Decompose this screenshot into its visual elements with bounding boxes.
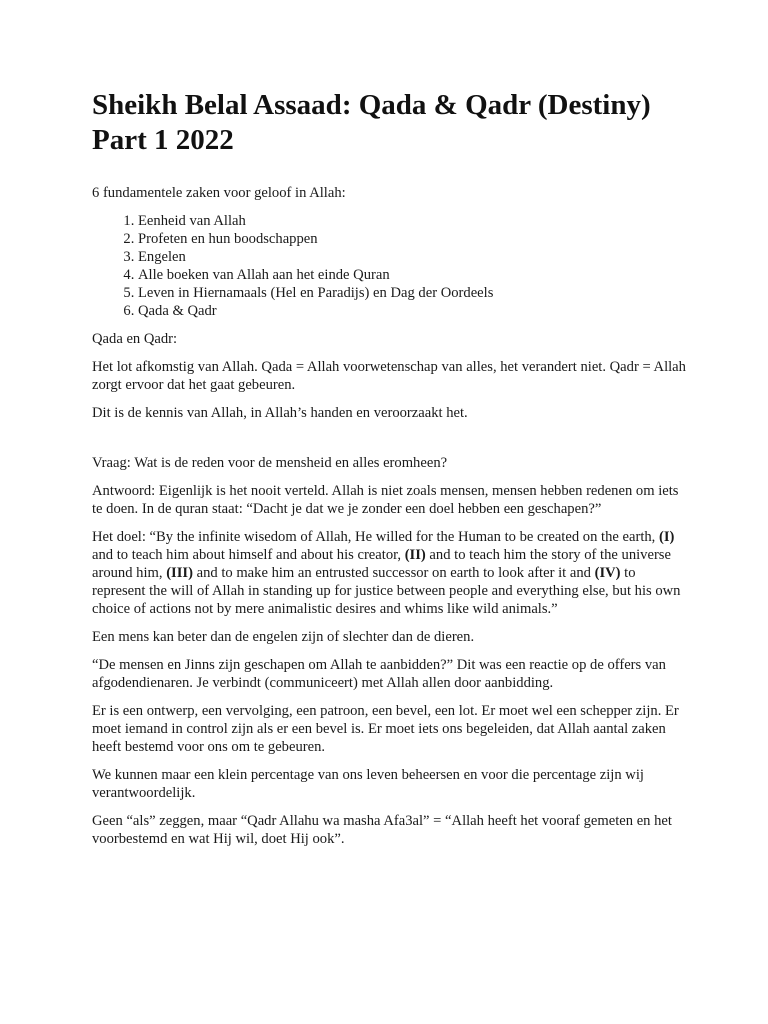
lot-paragraph: Het lot afkomstig van Allah. Qada = Allah voorwetenschap van alles, het verandert niet. Qadr = Allah zorgt ervoor dat het gaat gebeuren. <box>92 359 686 393</box>
question-paragraph: Vraag: Wat is de reden voor de mensheid en alles eromheen? <box>92 455 448 471</box>
purpose-text: and to make him an entrusted successor on earth to look after it and <box>192 565 595 581</box>
purpose-marker-1: (I) <box>658 529 675 545</box>
qada-qadr-heading: Qada en Qadr: <box>92 331 178 347</box>
list-item: 1. Eenheid van Allah <box>138 212 692 230</box>
purpose-text: to represent the will of Allah in standing up for justice between people and everything else, but his own choice of actions not by mere animalistic desires and whims like wild animals.” <box>92 565 681 617</box>
purpose-text: and to teach him about himself and about his creator, <box>92 547 405 563</box>
list-item: 4. Alle boeken van Allah aan het einde Quran <box>138 266 692 284</box>
design-paragraph: Er is een ontwerp, een vervolging, een patroon, een bevel, een lot. Er moet wel een schepper zijn. Er moet iemand in control zijn als er een bevel is. Er moet iets ons begeleiden, dat Allah aantal zaken heeft bestemd voor ons om te gebeuren. <box>92 703 679 755</box>
purpose-paragraph <box>92 528 692 618</box>
list-item: 5. Leven in Hiernamaals (Hel en Paradijs) en Dag der Oordeels <box>138 284 692 302</box>
intro-paragraph: 6 fundamentele zaken voor geloof in Allah: <box>92 185 346 201</box>
page-title: Sheikh Belal Assaad: Qada & Qadr (Destiny) Part 1 2022 <box>92 89 651 156</box>
purpose-text: and to teach him the story of the universe around him, <box>92 547 671 581</box>
blank-line <box>92 432 692 454</box>
human-paragraph: Een mens kan beter dan de engelen zijn of slechter dan de dieren. <box>92 629 475 645</box>
purpose-text: Het doel: “By the infinite wisedom of Allah, He willed for the Human to be created on the earth, <box>92 529 659 545</box>
als-paragraph: Geen “als” zeggen, maar “Qadr Allahu wa masha Afa3al” = “Allah heeft het vooraf gemeten en het voorbestemd en wat Hij wil, doet Hij ook”. <box>92 813 672 847</box>
kennis-paragraph: Dit is de kennis van Allah, in Allah’s handen en veroorzaakt het. <box>92 405 468 421</box>
percentage-paragraph: We kunnen maar een klein percentage van ons leven beheersen en voor die percentage zijn wij verantwoordelijk. <box>92 767 644 801</box>
document-page <box>92 88 692 858</box>
list-item: 6. Qada & Qadr <box>138 302 692 320</box>
answer-paragraph: Antwoord: Eigenlijk is het nooit verteld. Allah is niet zoals mensen, mensen hebben redenen om iets te doen. In de quran staat: “Dacht je dat we je zonder een doel hebben een geschapen?” <box>92 483 679 517</box>
list-item: 3. Engelen <box>138 248 692 266</box>
purpose-marker-3: (III) <box>166 565 193 581</box>
list-item: 2. Profeten en hun boodschappen <box>138 230 692 248</box>
jinns-paragraph: “De mensen en Jinns zijn geschapen om Allah te aanbidden?” Dit was een reactie op de offers van afgodendienaren. Je verbindt (communiceert) met Allah allen door aanbidding. <box>92 657 666 691</box>
fundamentals-list <box>92 212 692 320</box>
purpose-marker-4: (IV) <box>594 565 621 581</box>
purpose-marker-2: (II) <box>404 547 426 563</box>
